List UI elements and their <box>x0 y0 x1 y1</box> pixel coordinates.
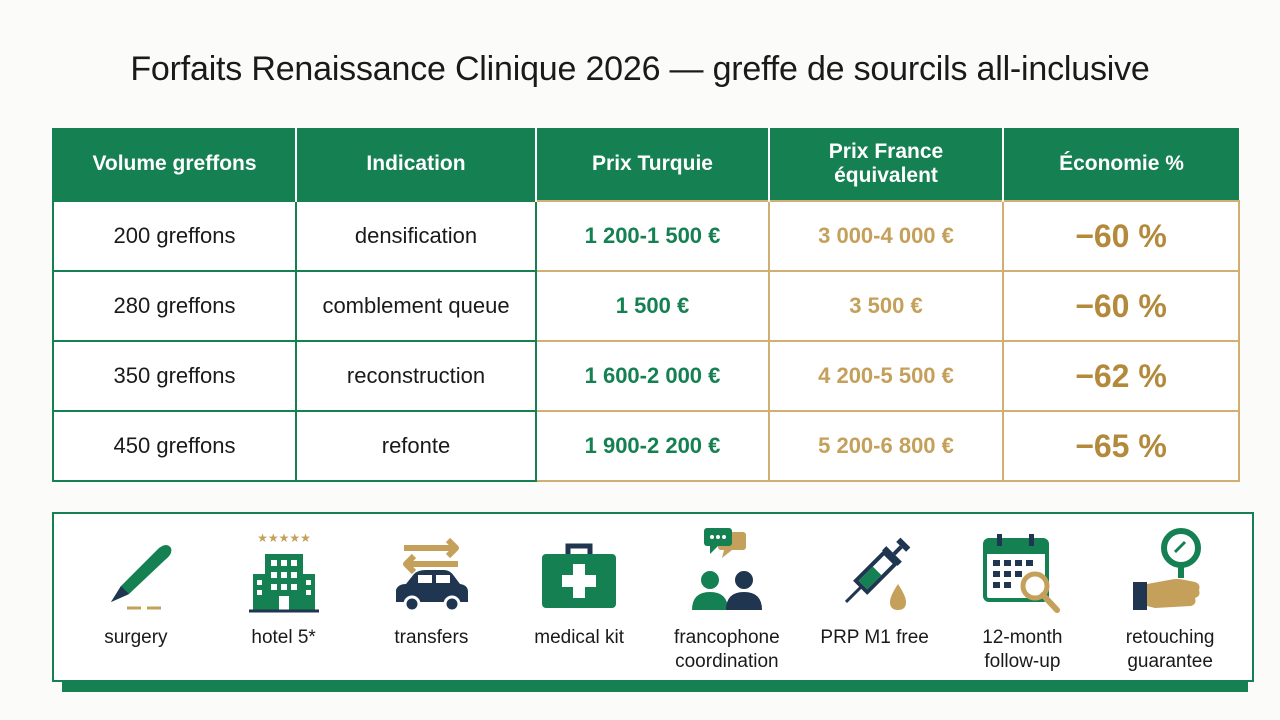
cell-indication: reconstruction <box>296 341 536 411</box>
header-volume: Volume greffons <box>53 128 296 201</box>
cell-volume: 280 greffons <box>53 271 296 341</box>
hotel-icon <box>239 528 329 618</box>
car-transfer-icon <box>386 528 476 618</box>
cell-economie: −60 % <box>1003 201 1239 271</box>
cell-prix-france: 3 500 € <box>769 271 1003 341</box>
hand-mirror-icon <box>1125 528 1215 618</box>
cell-indication: refonte <box>296 411 536 481</box>
features-panel <box>52 512 1254 682</box>
header-indication: Indication <box>296 128 536 201</box>
header-economie: Économie % <box>1003 128 1239 201</box>
feature-label: medical kit <box>534 627 624 648</box>
page-title: Forfaits Renaissance Clinique 2026 — greffe de sourcils all-inclusive <box>130 50 1150 88</box>
cell-indication: comblement queue <box>296 271 536 341</box>
cell-economie: −65 % <box>1003 411 1239 481</box>
feature-guarantee <box>1100 514 1240 674</box>
cell-economie: −60 % <box>1003 271 1239 341</box>
feature-hotel <box>214 514 354 650</box>
feature-label: surgery <box>104 627 168 648</box>
table-row <box>53 271 1239 341</box>
feature-label: retouching guarantee <box>1125 627 1215 672</box>
feature-follow-up <box>952 514 1092 674</box>
cell-prix-turquie: 1 500 € <box>536 271 769 341</box>
feature-label: 12-month follow-up <box>982 627 1063 672</box>
table-row <box>53 411 1239 481</box>
table-row <box>53 341 1239 411</box>
cell-prix-turquie: 1 600-2 000 € <box>536 341 769 411</box>
calendar-search-icon <box>977 528 1067 618</box>
cell-volume: 200 greffons <box>53 201 296 271</box>
cell-prix-france: 5 200-6 800 € <box>769 411 1003 481</box>
feature-label: PRP M1 free <box>820 627 929 648</box>
cell-volume: 450 greffons <box>53 411 296 481</box>
svg-text:★★★★★: ★★★★★ <box>256 531 311 545</box>
cell-prix-france: 3 000-4 000 € <box>769 201 1003 271</box>
cell-volume: 350 greffons <box>53 341 296 411</box>
cell-prix-turquie: 1 900-2 200 € <box>536 411 769 481</box>
feature-label: transfers <box>394 627 469 648</box>
feature-francophone <box>657 514 797 674</box>
feature-surgery <box>66 514 206 650</box>
scalpel-icon <box>91 528 181 618</box>
cell-indication: densification <box>296 201 536 271</box>
cell-economie: −62 % <box>1003 341 1239 411</box>
cell-prix-france: 4 200-5 500 € <box>769 341 1003 411</box>
feature-label: francophone coordination <box>674 627 780 672</box>
feature-label: hotel 5* <box>251 627 316 648</box>
header-prix-turquie: Prix Turquie <box>536 128 769 201</box>
header-prix-france <box>769 128 1003 201</box>
syringe-icon <box>830 528 920 618</box>
cell-prix-turquie: 1 200-1 500 € <box>536 201 769 271</box>
chat-people-icon <box>682 528 772 618</box>
table-row <box>53 201 1239 271</box>
table-header-row <box>53 128 1239 201</box>
header-prix-france-text: Prix France équivalent <box>828 140 944 187</box>
pricing-table <box>52 128 1240 482</box>
medical-kit-icon <box>534 528 624 618</box>
feature-prp <box>805 514 945 650</box>
feature-medical-kit <box>509 514 649 650</box>
feature-transfers <box>361 514 501 650</box>
